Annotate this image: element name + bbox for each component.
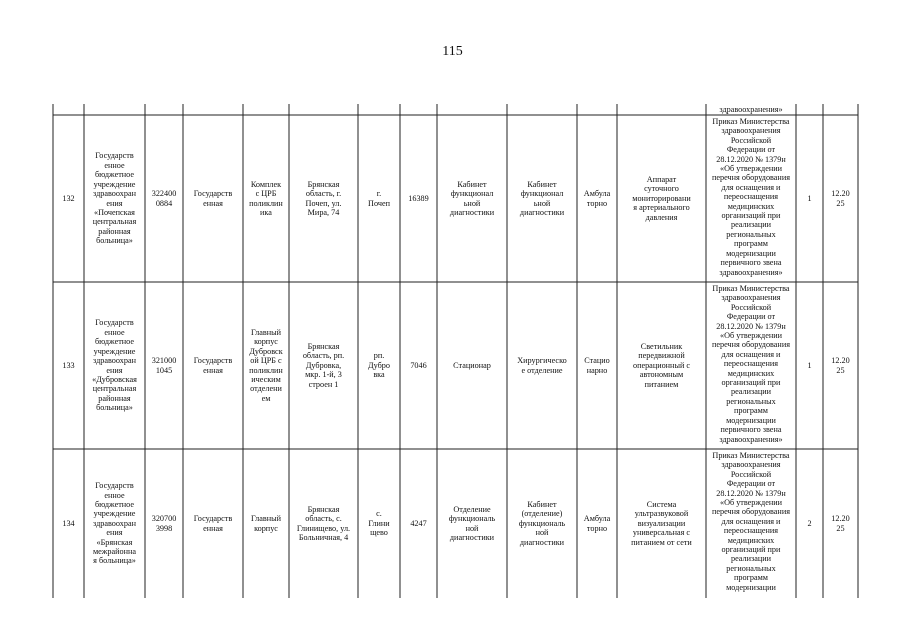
address: Брянская область, с. Глинищево, ул. Больничная, 4 <box>296 504 351 542</box>
quantity: 1 <box>807 360 812 370</box>
row-number: 134 <box>62 518 75 528</box>
institution-name: Государств енное бюджетное учреждение здравоохран ения «Почепская центральная районная больница» <box>92 151 137 246</box>
building-name: Главный корпус Дубровск ой ЦРБ с поликлин ическим отделени ем <box>249 327 283 403</box>
legal-basis: Приказ Министерства здравоохранения Российской Федерации от 28.12.2020 № 1379н «Об утверждении перечня оборудования для оснащения и переоснащения медицинских организаций при реализации региональных программ модернизации первичного звена здравоохранения» <box>712 284 790 444</box>
ownership-form: Государств енная <box>193 189 233 208</box>
care-type: Стацио нарно <box>584 356 610 375</box>
delivery-date: 12.20 25 <box>831 514 850 533</box>
legal-basis: Приказ Министерства здравоохранения Российской Федерации от 28.12.2020 № 1379н «Об утверждении перечня оборудования для оснащения и переоснащения медицинских организаций при реализации региональных программ модернизации <box>712 451 790 592</box>
institution-code: 322400 0884 <box>151 189 177 208</box>
institution-name: Государств енное бюджетное учреждение здравоохран ения «Брянская межрайонна я больница» <box>92 481 137 566</box>
population: 4247 <box>410 518 427 528</box>
address: Брянская область, рп. Дубровка, мкр. 1-й, 3 строен 1 <box>302 341 345 389</box>
legal-basis: Приказ Министерства здравоохранения Российской Федерации от 28.12.2020 № 1379н «Об утверждении перечня оборудования для оснащения и переоснащения медицинских организаций при реализации региональных программ модернизации первичного звена здравоохранения» <box>712 117 790 277</box>
structural-unit: Отделение функциональ ной диагностики <box>448 504 496 542</box>
equipment-name: Аппарат суточного мониторировани я артериального давления <box>632 174 691 222</box>
institution-name: Государств енное бюджетное учреждение здравоохран ения «Дубровская центральная районная больница» <box>92 318 137 413</box>
row-number: 133 <box>62 360 75 370</box>
ownership-form: Государств енная <box>193 356 233 375</box>
ownership-form: Государств енная <box>193 514 233 533</box>
delivery-date: 12.20 25 <box>831 356 850 375</box>
address: Брянская область, г. Почеп, ул. Мира, 74 <box>305 179 342 217</box>
continued-basis-text: здравоохранения» <box>719 104 783 114</box>
institution-code: 320700 3998 <box>151 514 177 533</box>
equipment-name: Система ультразвуковой визуализации универсальная с питанием от сети <box>631 499 692 547</box>
locality: рп. Дубро вка <box>368 351 390 380</box>
department: Кабинет (отделение) функциональ ной диагностики <box>518 499 566 547</box>
structural-unit: Стационар <box>453 360 491 370</box>
equipment-name: Светильник передвижной операционный с автономным питанием <box>632 341 691 389</box>
locality: с. Глини щево <box>368 509 390 538</box>
quantity: 1 <box>807 193 812 203</box>
care-type: Амбула торно <box>583 189 611 208</box>
department: Хирургическо е отделение <box>517 356 567 375</box>
page-number: 115 <box>442 44 463 59</box>
building-name: Главный корпус <box>251 514 281 533</box>
department: Кабинет функционал ьной диагностики <box>519 179 565 217</box>
institution-code: 321000 1045 <box>151 356 177 375</box>
population: 16389 <box>408 193 429 203</box>
quantity: 2 <box>807 518 812 528</box>
structural-unit: Кабинет функционал ьной диагностики <box>449 179 495 217</box>
population: 7046 <box>410 360 427 370</box>
delivery-date: 12.20 25 <box>831 189 850 208</box>
care-type: Амбула торно <box>583 514 611 533</box>
locality: г. Почеп <box>368 189 390 208</box>
building-name: Комплек с ЦРБ поликлин ика <box>249 179 283 217</box>
row-number: 132 <box>62 193 75 203</box>
